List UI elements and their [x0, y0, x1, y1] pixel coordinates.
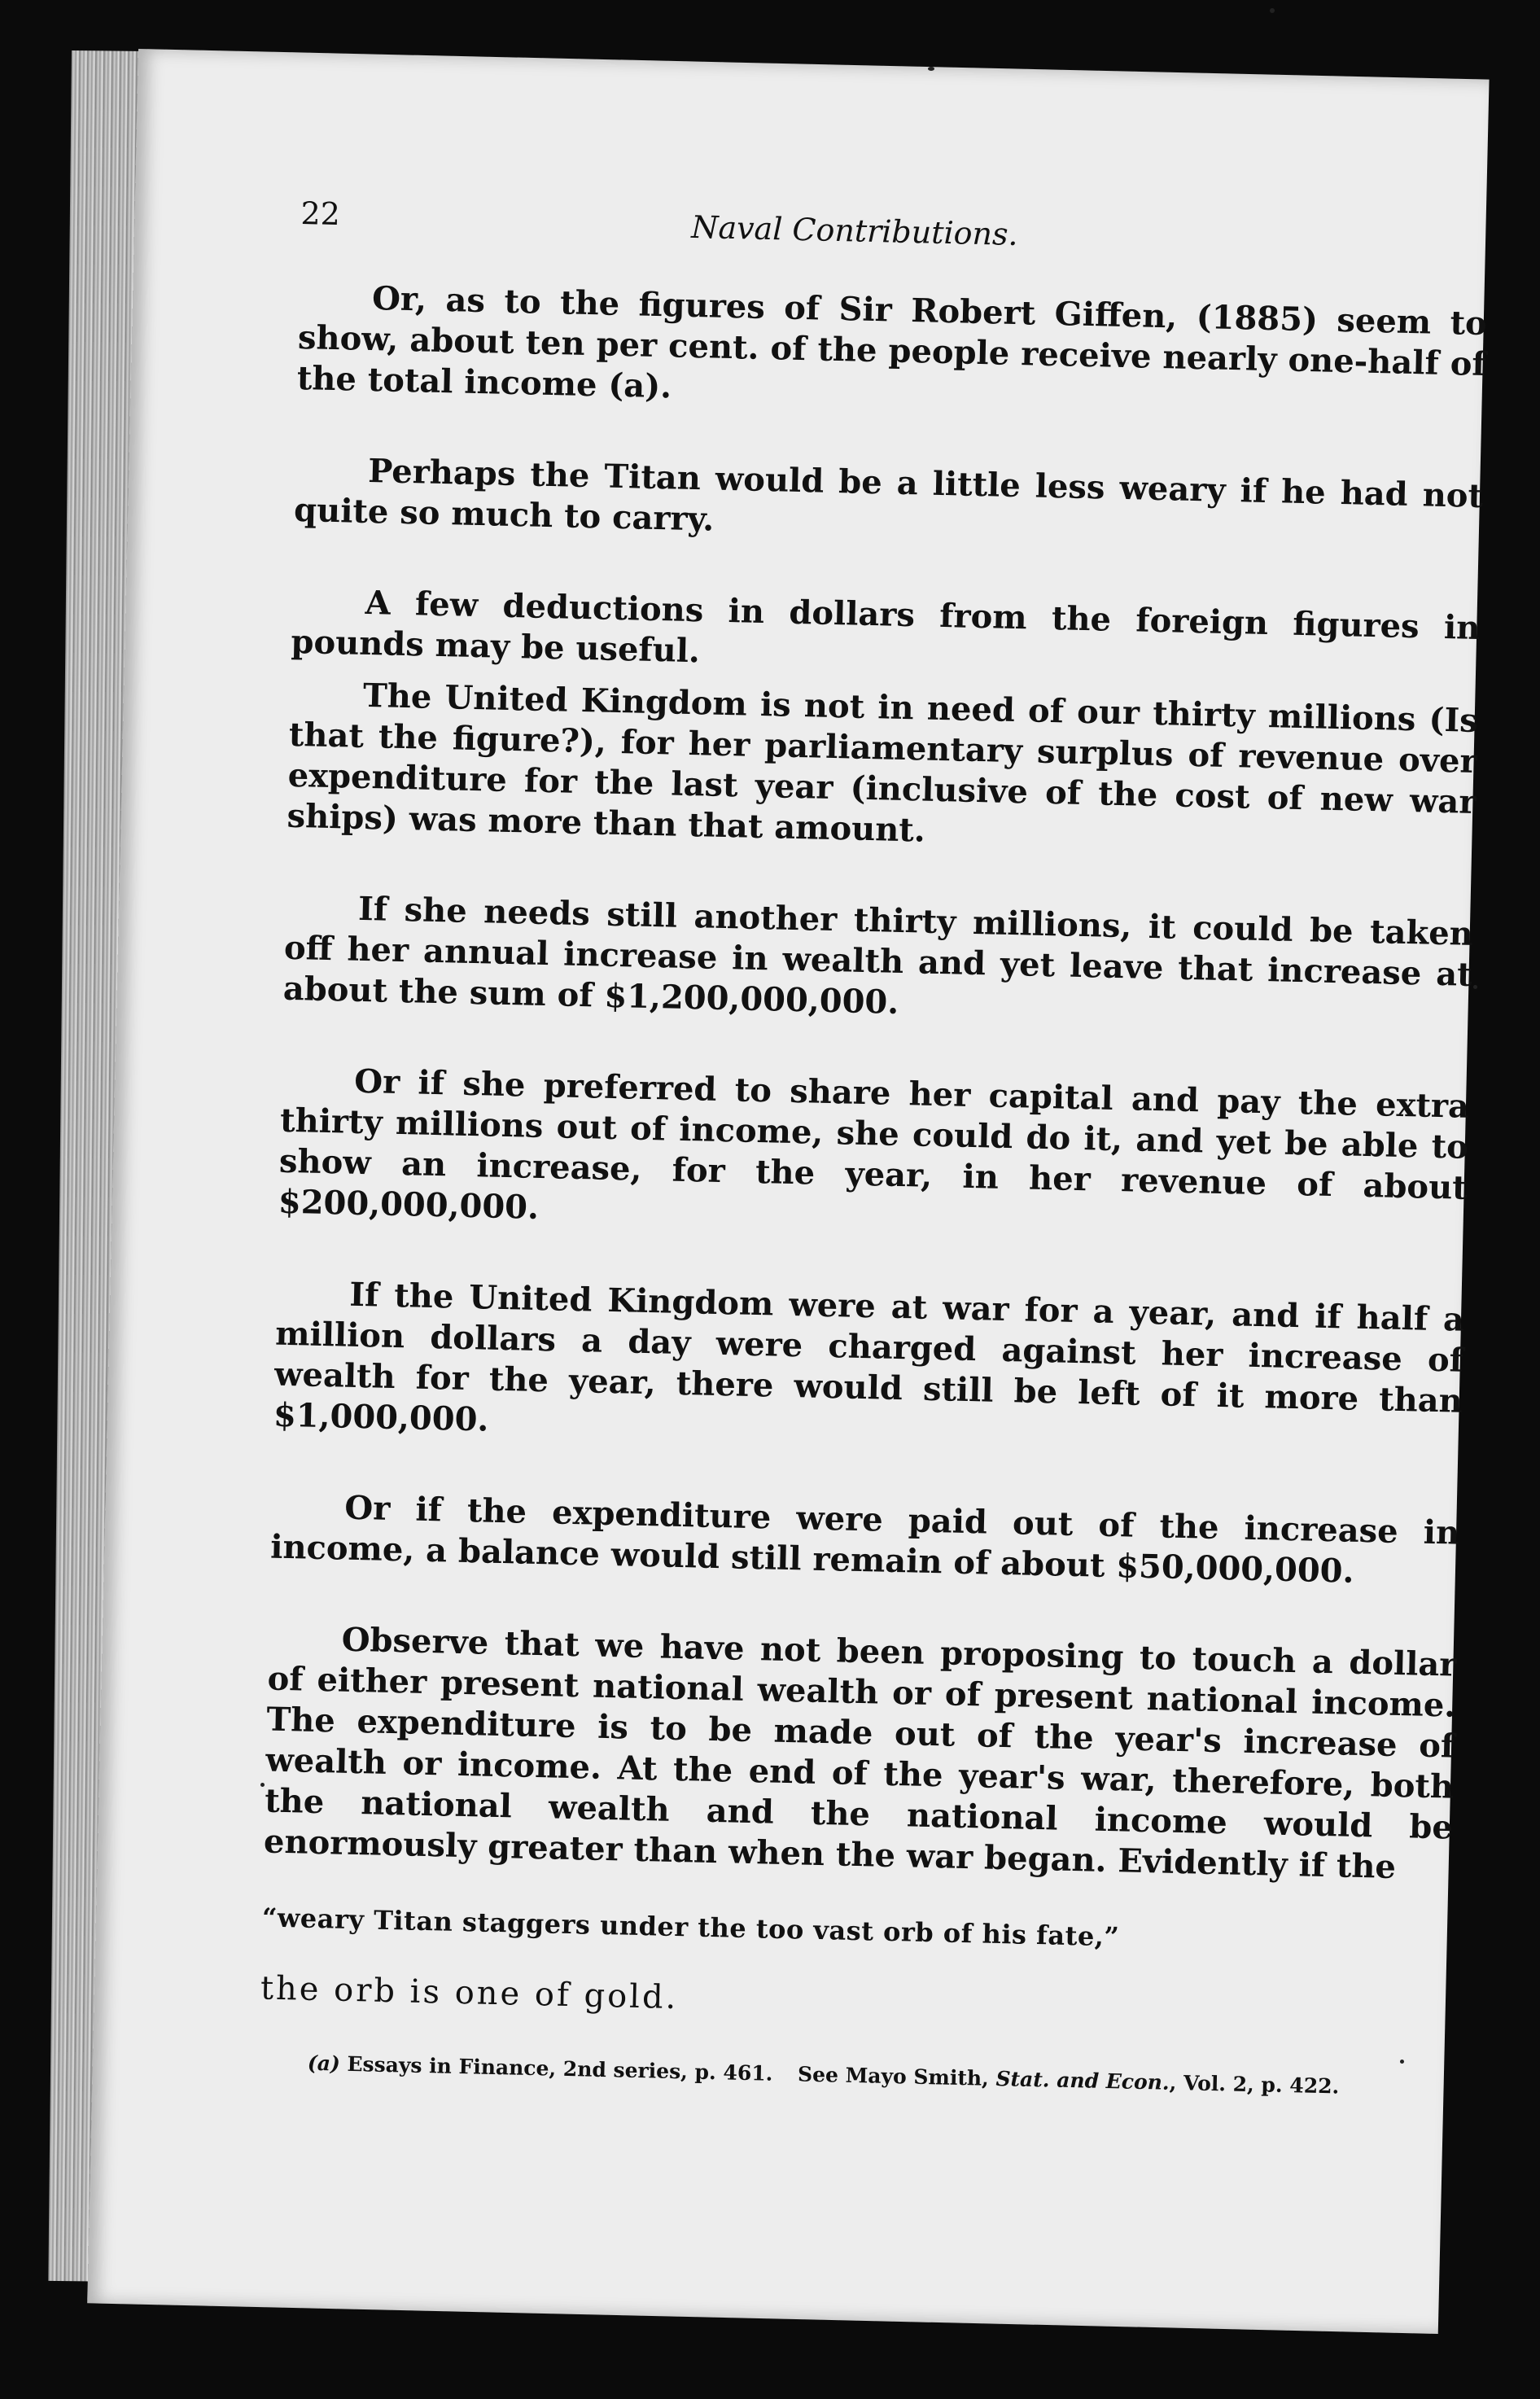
paragraph-uk-surplus: The United Kingdom is not in need of our thirty millions (Is that the figure?), for her parliamentary surplus of revenue over expenditure for the last year (inclusive of the cost of new war ships) was more than that amount.: [287, 676, 1479, 850]
footnote-book-title: Stat. and Econ.: [995, 2066, 1170, 2095]
dust-speck: [260, 1783, 265, 1787]
footnote-volume: , Vol. 2, p. 422.: [1169, 2070, 1340, 2099]
page-text-block: [259, 195, 1490, 2103]
titan-quotation: “weary Titan staggers under the too vast orb of his fate,”: [261, 1902, 1120, 1953]
footnote-source: Essays in Finance, 2nd series, p. 461.: [347, 2051, 773, 2086]
paragraph-titan-weary: Perhaps the Titan would be a little less weary if he had not quite so much to carry.: [293, 451, 1484, 539]
closing-line: the orb is one of gold.: [260, 1969, 679, 2017]
dust-speck: [1270, 8, 1275, 13]
running-title: Naval Contributions.: [690, 208, 1019, 252]
paragraph-deductions: A few deductions in dollars from the foreign figures in pounds may be useful.: [291, 583, 1481, 671]
paragraph-giffen-figures: Or, as to the figures of Sir Robert Giffen, (1885) seem to show, about ten per cent. of the people receive nearly one-half of the total income (a).: [296, 279, 1488, 406]
dust-speck: [928, 67, 934, 71]
page-number: 22: [300, 195, 341, 233]
paragraph-annual-increase: If she needs still another thirty millions, it could be taken off her annual increase in wealth and yet leave that increase at about the sum of $1,200,000,000.: [282, 889, 1474, 1022]
footnote-see-also: See Mayo Smith,: [797, 2062, 990, 2090]
paragraph-expenditure-income: Or if the expenditure were paid out of the increase in income, a balance would still remain of about $50,000,000.: [269, 1488, 1460, 1591]
footnote-marker: (a): [307, 2051, 341, 2076]
paragraph-share-capital: Or if she preferred to share her capital and pay the extra thirty millions out of income, she could do it, and yet be able to show an increase, for the year, in her revenue of about $200,000,000.: [278, 1062, 1470, 1227]
paragraph-observe: Observe that we have not been proposing to touch a dollar of either present national wealth or of present national income. The expenditure is to be made out of the year's increase of wealth or income. At the end of the year's war, therefore, both the national wealth and the national income would be enormously greater than when the war began. Evidently if the: [263, 1620, 1457, 1887]
dust-speck: [1473, 985, 1477, 989]
paragraph-war-for-year: If the United Kingdom were at war for a year, and if half a million dollars a day were charged against her increase of wealth for the year, there would still be left of it more than $1,000,000.: [273, 1275, 1465, 1439]
